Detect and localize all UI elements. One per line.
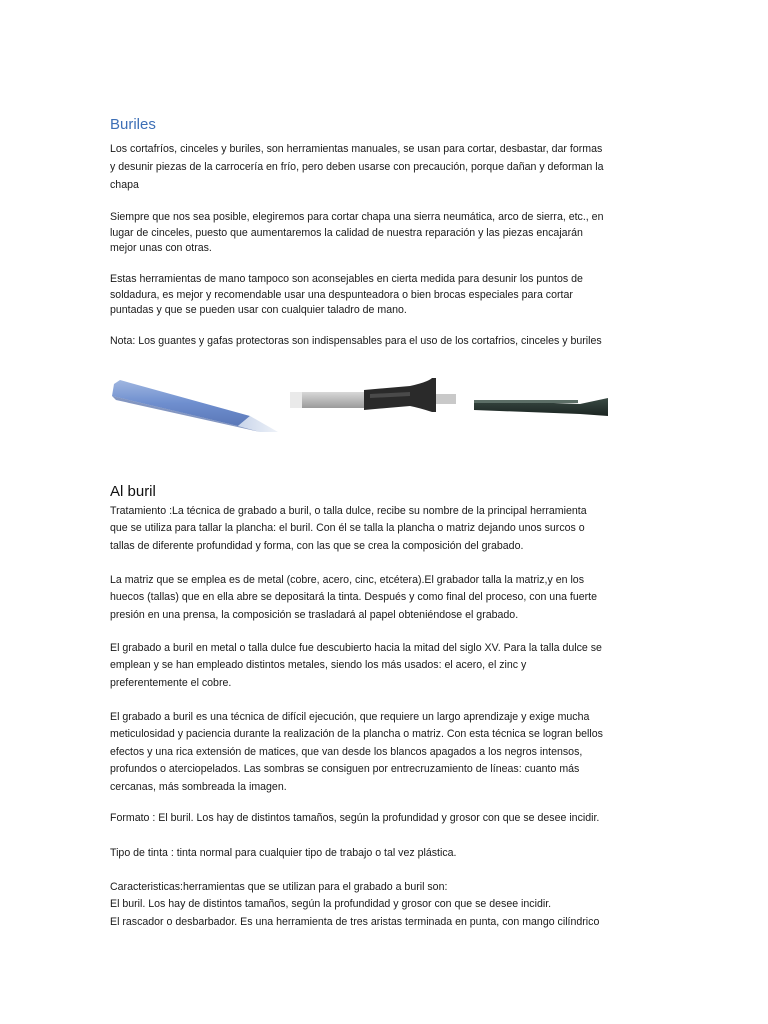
paragraph-tinta: Tipo de tinta : tinta normal para cualquier tipo de trabajo o tal vez plástica.: [110, 847, 457, 859]
paragraph-historia: El grabado a buril en metal o talla dulce fue descubierto hacia la mitad del siglo XV. Para la talla dulce se emplean y se han empleado distintos metales, siendo los más usados: el acero, el zinc y preferentemente el cobre.: [110, 642, 602, 689]
section-title-buriles: Buriles: [110, 116, 156, 133]
paragraph-tratamiento: Tratamiento :La técnica de grabado a buril, o talla dulce, recibe su nombre de la principal herramienta que se utiliza para tallar la plancha: el buril. Con él se talla la plancha o matriz dejando unos surcos o tallas de diferente profundidad y forma, con las que se crea la composición del grabado.: [110, 505, 587, 552]
paragraph-buriles-1: Los cortafríos, cinceles y buriles, son herramientas manuales, se usan para cortar, desbastar, dar formas y desunir piezas de la carrocería en frío, pero deben usarse con precaución, porque dañan y deforman la chapa: [110, 143, 604, 191]
paragraph-buriles-2: Siempre que nos sea posible, elegiremos para cortar chapa una sierra neumática, arco de sierra, etc., en lugar de cinceles, puesto que aumentaremos la calidad de nuestra reparación y las piezas encajarán mejor unas con otras.: [110, 211, 604, 254]
section-title-al-buril: Al buril: [110, 483, 156, 500]
chisel-blue-icon: [112, 380, 278, 432]
chisel-dark-icon: [474, 398, 608, 416]
paragraph-caracteristicas: Caracteristicas:herramientas que se utilizan para el grabado a buril son: El buril. Los hay de distintos tamaños, según la profundidad y grosor con que se desee incidir. El rascador o desbarbador. Es una herramienta de tres aristas terminada en punta, con mango cilíndrico: [110, 881, 600, 928]
chisel-handle-icon: [290, 378, 456, 412]
paragraph-matriz: La matriz que se emplea es de metal (cobre, acero, cinc, etcétera).El grabador talla la matriz,y en los huecos (tallas) que en ella abre se depositará la tinta. Después y como final del proceso, con una fuerte presión en una prensa, la composición se trasladará al papel obteniéndose el grabado.: [110, 574, 598, 621]
tools-image: [110, 368, 670, 438]
paragraph-formato: Formato : El buril. Los hay de distintos tamaños, según la profundidad y grosor con que se desee incidir.: [110, 812, 600, 824]
paragraph-buriles-3: Estas herramientas de mano tampoco son aconsejables en cierta medida para desunir los puntos de soldadura, es mejor y recomendable usar una despunteadora o bien brocas especiales para cortar puntadas y que se pueden usar con cualquier taladro de mano.: [110, 273, 583, 316]
paragraph-note: Nota: Los guantes y gafas protectoras son indispensables para el uso de los cortafrios, cinceles y buriles: [110, 335, 602, 347]
paragraph-tecnica: El grabado a buril es una técnica de difícil ejecución, que requiere un largo aprendizaje y exige mucha meticulosidad y paciencia durante la realización de la plancha o matriz. Con esta técnica se logran bellos efectos y una rica extensión de matices, que van desde los blancos apagados a los negros intensos, profundos o aterciopelados. Las sombras se consiguen por entrecruzamiento de líneas: cuanto más cercanas, más sombreada la imagen.: [110, 711, 603, 793]
